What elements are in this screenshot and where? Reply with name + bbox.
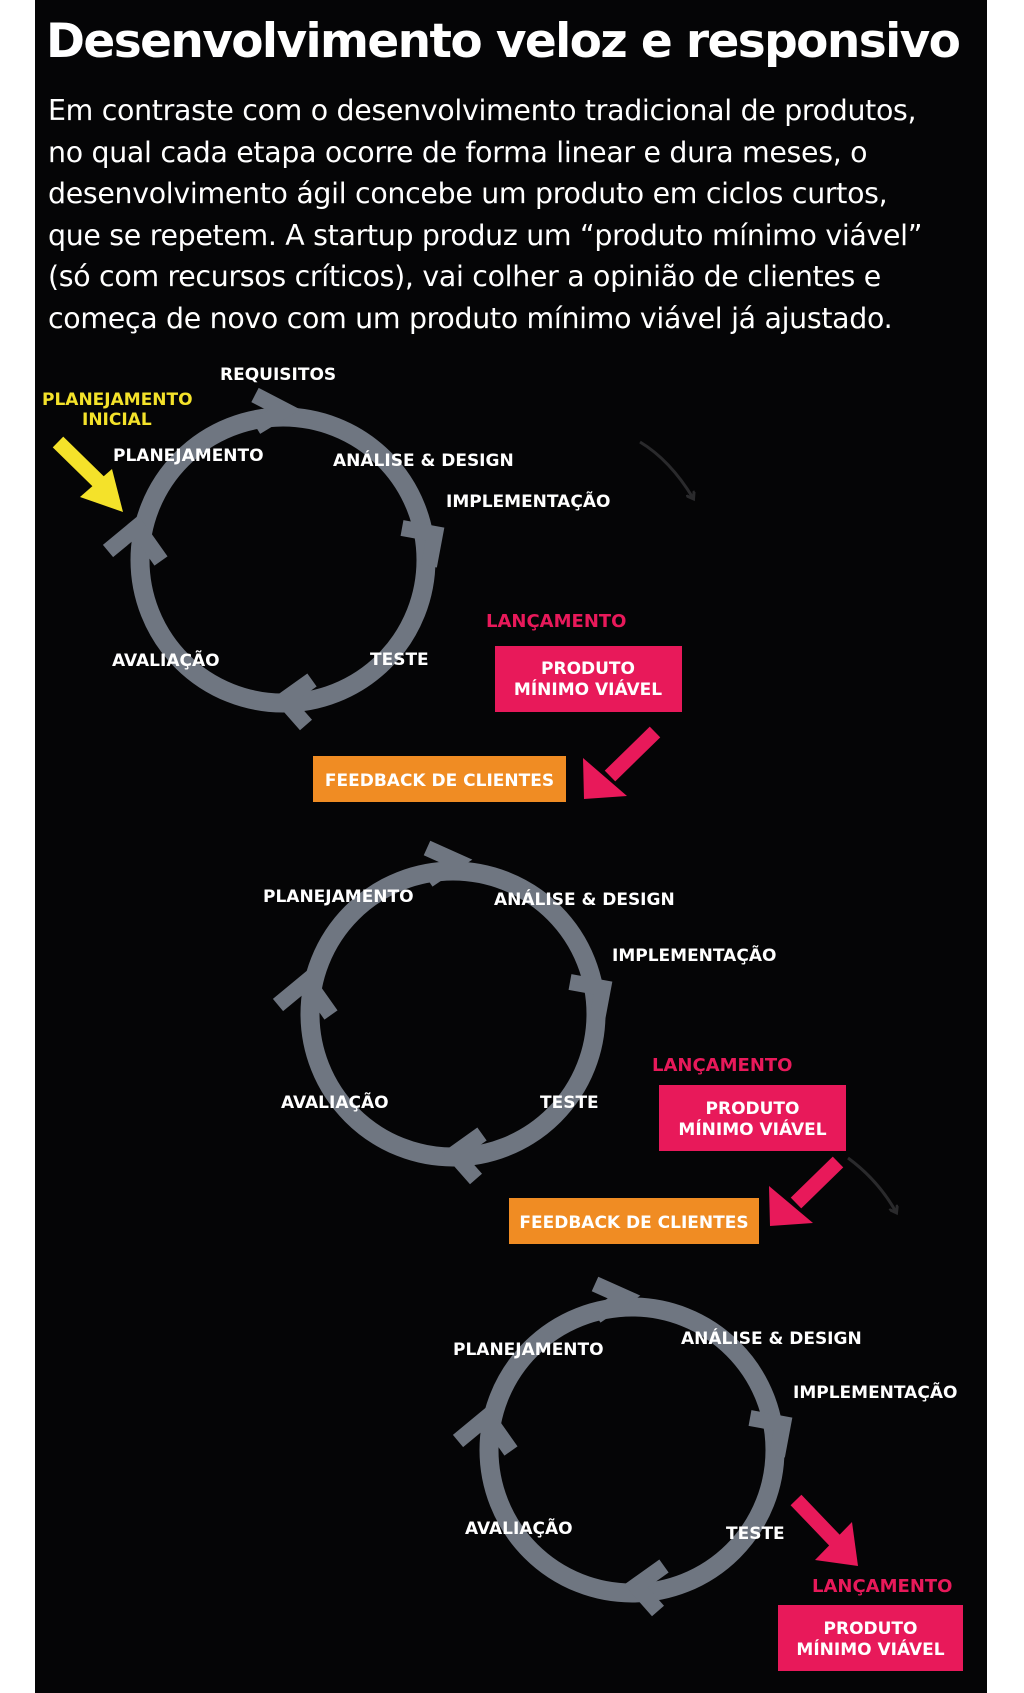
stage-evaluation: AVALIAÇÃO: [465, 1519, 573, 1539]
mvp-box: [495, 646, 682, 712]
stage-planning: PLANEJAMENTO: [453, 1340, 604, 1360]
stage-analysis-design: ANÁLISE & DESIGN: [681, 1329, 862, 1349]
dark-arrow-icon: [640, 442, 693, 498]
stage-analysis-design: ANÁLISE & DESIGN: [333, 451, 514, 471]
intro-line: no qual cada etapa ocorre de forma linear e dura meses, o: [48, 135, 868, 169]
intro-line: que se repetem. A startup produz um “produto mínimo viável”: [48, 218, 923, 252]
mvp-label: PRODUTO: [823, 1619, 918, 1639]
stage-test: TESTE: [370, 650, 429, 670]
stage-implementation: IMPLEMENTAÇÃO: [793, 1383, 958, 1403]
stage-analysis-design: ANÁLISE & DESIGN: [494, 890, 675, 910]
infographic-title: Desenvolvimento veloz e responsivo: [46, 14, 960, 69]
initial-planning-label: PLANEJAMENTO: [42, 390, 193, 410]
cycle-1-arrowheads: [108, 395, 435, 725]
stage-test: TESTE: [540, 1093, 599, 1113]
stage-requirements: REQUISITOS: [220, 365, 337, 385]
feedback-arrow-icon: [769, 1162, 838, 1226]
cycle-2-ring: [310, 871, 596, 1157]
feedback-label: FEEDBACK DE CLIENTES: [324, 771, 555, 791]
initial-planning-label: INICIAL: [82, 410, 152, 430]
cycle-2: [263, 848, 896, 1244]
intro-line: (só com recursos críticos), vai colher a opinião de clientes e: [48, 260, 881, 293]
stage-evaluation: AVALIAÇÃO: [112, 651, 220, 671]
stage-evaluation: AVALIAÇÃO: [281, 1093, 389, 1113]
mvp-label: MÍNIMO VIÁVEL: [513, 680, 663, 700]
launch-arrow-icon: [796, 1500, 858, 1566]
stage-test: TESTE: [726, 1524, 785, 1544]
intro-line: Em contraste com o desenvolvimento tradicional de produtos,: [48, 94, 917, 127]
cycle-3: [453, 1284, 963, 1671]
launch-label: LANÇAMENTO: [652, 1055, 793, 1076]
mvp-label: PRODUTO: [705, 1099, 800, 1119]
feedback-label: FEEDBACK DE CLIENTES: [519, 1213, 749, 1233]
feedback-arrow-icon: [583, 732, 655, 799]
stage-implementation: IMPLEMENTAÇÃO: [446, 492, 611, 512]
launch-label: LANÇAMENTO: [486, 611, 627, 632]
mvp-label: MÍNIMO VIÁVEL: [678, 1120, 827, 1140]
stage-planning: PLANEJAMENTO: [113, 446, 264, 466]
intro-line: começa de novo com um produto mínimo viável já ajustado.: [48, 301, 893, 335]
stage-planning: PLANEJAMENTO: [263, 887, 414, 907]
intro-line: desenvolvimento ágil concebe um produto em ciclos curtos,: [48, 177, 888, 210]
cycle-1: [42, 365, 693, 802]
launch-label: LANÇAMENTO: [812, 1576, 953, 1597]
mvp-label: PRODUTO: [541, 659, 635, 679]
mvp-label: MÍNIMO VIÁVEL: [796, 1640, 945, 1660]
dark-arrow-icon: [848, 1158, 896, 1212]
stage-implementation: IMPLEMENTAÇÃO: [612, 946, 777, 966]
